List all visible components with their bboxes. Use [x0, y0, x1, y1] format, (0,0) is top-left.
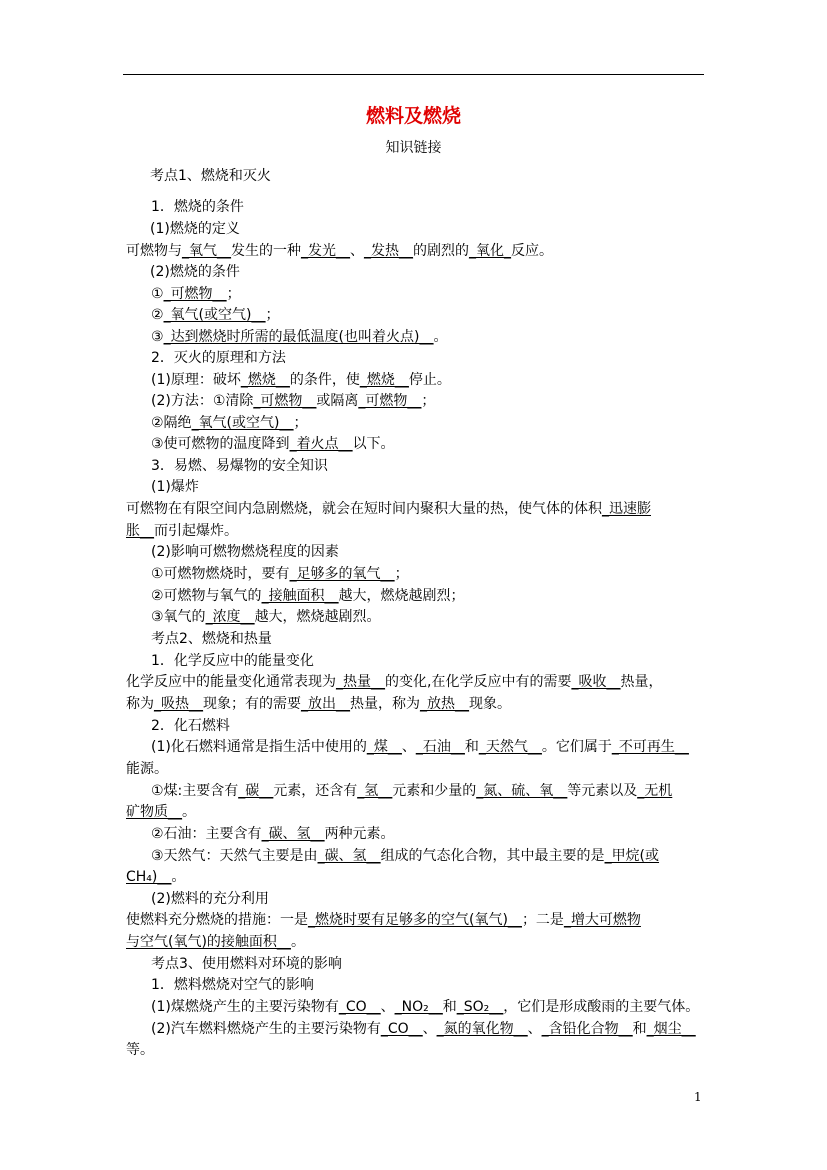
text-line: [151, 542, 339, 562]
text-line: [150, 166, 271, 186]
text-segment: 3．易燃、易爆物的安全知识: [151, 458, 328, 474]
text-segment: 停止。: [408, 372, 451, 388]
text-line: [151, 716, 230, 736]
text-segment: ①可燃物燃烧时，要有: [151, 566, 290, 582]
text-line: [151, 305, 280, 325]
text-segment: 使燃料充分燃烧的措施：一是: [126, 912, 308, 928]
answer-blank: _浓度__: [205, 609, 255, 625]
text-segment: 反应。: [511, 243, 553, 259]
text-segment: 热量，称为: [350, 696, 420, 712]
text-segment: (1)原理：破坏: [151, 372, 241, 388]
text-segment: 称为: [126, 696, 154, 712]
text-segment: 等元素以及: [567, 783, 638, 799]
text-segment: 1．燃烧的条件: [151, 199, 244, 215]
answer-blank: _碳、氢__: [317, 848, 381, 864]
text-line: [151, 651, 314, 671]
text-segment: ③天然气：天然气主要是由: [151, 848, 318, 864]
answer-blank: _含铅化合物__: [541, 1021, 633, 1037]
answer-blank: _发光__: [301, 243, 350, 259]
text-segment: ①煤:主要含有: [151, 783, 239, 799]
text-segment: 、: [350, 243, 364, 259]
text-segment: (2)燃料的充分利用: [151, 891, 269, 907]
text-line: [126, 1040, 154, 1060]
text-line: [126, 241, 553, 261]
answer-blank: 与空气(氧气)的接触面积__: [126, 934, 291, 950]
text-segment: 元素和少量的: [392, 783, 477, 799]
text-segment: 越大，燃烧越剧烈；: [338, 588, 465, 604]
text-segment: 考点3、使用燃料对环境的影响: [151, 956, 342, 972]
answer-blank: CH₄)__: [126, 869, 172, 885]
answer-blank: _碳、氢__: [261, 826, 325, 842]
text-segment: 、: [380, 999, 395, 1015]
answer-blank: _无机: [637, 783, 673, 799]
answer-blank: _SO₂__: [456, 999, 504, 1015]
text-line: [151, 954, 342, 974]
text-segment: (1)煤燃烧产生的主要污染物有: [151, 999, 339, 1015]
answer-blank: _吸收__: [571, 674, 621, 690]
answer-blank: _氮、硫、氧__: [476, 783, 568, 799]
answer-blank: _发热__: [364, 243, 413, 259]
text-segment: 元素，还含有: [273, 783, 358, 799]
text-segment: (2)影响可燃物燃烧程度的因素: [151, 544, 339, 560]
answer-blank: _碳__: [238, 783, 274, 799]
answer-blank: _可燃物__: [358, 393, 422, 409]
text-line: [151, 434, 395, 454]
text-line: [126, 694, 511, 714]
header-rule: [123, 74, 704, 75]
text-segment: 可燃物与: [126, 243, 182, 259]
answer-blank: _煤__: [366, 739, 402, 755]
answer-blank: 矿物质__: [126, 804, 182, 820]
text-line: [151, 477, 199, 497]
text-segment: 、: [422, 1021, 437, 1037]
text-segment: 考点2、燃烧和热量: [151, 631, 272, 647]
text-line: [126, 672, 662, 692]
text-segment: (2)方法：①清除: [151, 393, 254, 409]
text-segment: ；: [293, 415, 308, 431]
text-segment: 2．灭火的原理和方法: [151, 350, 286, 366]
page-subtitle: 知识链接: [385, 140, 442, 156]
text-segment: 的剧烈的: [413, 243, 469, 259]
answer-blank: _氧气__: [182, 243, 231, 259]
text-line: [126, 932, 305, 952]
answer-blank: _CO__: [338, 999, 381, 1015]
answer-blank: _增大可燃物: [563, 912, 641, 928]
text-line: [151, 456, 328, 476]
text-segment: 组成的气态化合物，其中最主要的是: [380, 848, 605, 864]
answer-blank: _石油__: [415, 739, 465, 755]
text-segment: 可燃物在有限空间内急剧燃烧，就会在短时间内聚积大量的热，使气体的体积: [126, 501, 602, 517]
text-segment: 考点1、燃烧和灭火: [150, 168, 271, 184]
text-segment: ；: [265, 307, 280, 323]
text-line: [151, 781, 672, 801]
text-segment: 2．化石燃料: [151, 718, 230, 734]
text-segment: ；二是: [521, 912, 564, 928]
page-number: 1: [694, 1090, 702, 1104]
text-line: [150, 219, 240, 239]
text-line: [150, 262, 240, 282]
answer-blank: _可燃物__: [163, 286, 227, 302]
answer-blank: _氧气(或空气)__: [191, 415, 294, 431]
text-segment: 能源。: [126, 761, 168, 777]
text-line: [126, 867, 185, 887]
text-segment: ③使可燃物的温度降到: [151, 436, 290, 452]
answer-blank: _氧气(或空气)__: [163, 307, 266, 323]
answer-blank: _燃烧__: [240, 372, 290, 388]
text-line: [151, 737, 689, 757]
answer-blank: _热量__: [336, 674, 385, 690]
answer-blank: _迅速膨: [602, 501, 651, 517]
text-segment: (1)爆炸: [151, 479, 199, 495]
text-line: [126, 521, 238, 541]
answer-blank: _燃烧时要有足够多的空气(氧气)__: [308, 912, 522, 928]
text-line: [151, 348, 286, 368]
text-segment: (1)燃烧的定义: [150, 221, 240, 237]
text-segment: 。: [182, 804, 196, 820]
text-segment: 热量，: [620, 674, 663, 690]
text-line: [126, 759, 168, 779]
text-line: [151, 586, 465, 606]
text-segment: 、: [401, 739, 416, 755]
text-segment: 现象；有的需要: [203, 696, 301, 712]
text-segment: 发生的一种: [231, 243, 301, 259]
text-segment: ②: [151, 307, 164, 323]
text-segment: 1．燃料燃烧对空气的影响: [151, 977, 314, 993]
page-title: 燃料及燃烧: [365, 105, 461, 127]
answer-blank: _着火点__: [289, 436, 353, 452]
text-line: [151, 607, 381, 627]
text-segment: ；: [226, 286, 241, 302]
answer-blank: _足够多的氧气__: [289, 566, 395, 582]
text-line: [126, 499, 651, 519]
answer-blank: _不可再生__: [611, 739, 689, 755]
answer-blank: _氧化_: [469, 243, 511, 259]
text-line: [151, 846, 659, 866]
text-line: [151, 997, 699, 1017]
text-line: [151, 284, 241, 304]
text-line: [151, 391, 435, 411]
text-segment: 。: [290, 934, 305, 950]
text-segment: 化学反应中的能量变化通常表现为: [126, 674, 336, 690]
text-segment: 而引起爆炸。: [154, 523, 238, 539]
text-line: [151, 197, 244, 217]
answer-blank: _放出__: [301, 696, 350, 712]
text-segment: ②可燃物与氧气的: [151, 588, 262, 604]
text-segment: (1)化石燃料通常是指生活中使用的: [151, 739, 367, 755]
text-segment: 以下。: [352, 436, 395, 452]
answer-blank: 胀__: [126, 523, 154, 539]
text-segment: 和: [442, 999, 457, 1015]
text-line: [151, 889, 269, 909]
answer-blank: _NO₂__: [394, 999, 443, 1015]
answer-blank: _烟尘__: [646, 1021, 696, 1037]
text-line: [151, 327, 448, 347]
answer-blank: _CO__: [380, 1021, 423, 1037]
text-segment: 和: [632, 1021, 647, 1037]
text-line: [126, 802, 196, 822]
text-segment: 等。: [126, 1042, 154, 1058]
answer-blank: _氮的氧化物__: [436, 1021, 528, 1037]
answer-blank: _燃烧__: [359, 372, 409, 388]
answer-blank: _放热__: [420, 696, 469, 712]
text-segment: ①: [151, 286, 164, 302]
answer-blank: _甲烷(或: [604, 848, 660, 864]
text-segment: ；: [421, 393, 436, 409]
text-line: [126, 910, 641, 930]
text-segment: ②隔绝: [151, 415, 192, 431]
text-line: [151, 1019, 696, 1039]
text-line: [151, 370, 451, 390]
answer-blank: _可燃物__: [253, 393, 317, 409]
answer-blank: _达到燃烧时所需的最低温度(也叫着火点)__: [163, 329, 434, 345]
text-line: [151, 564, 409, 584]
text-line: [151, 975, 314, 995]
text-segment: 1．化学反应中的能量变化: [151, 653, 314, 669]
text-segment: 的变化,在化学反应中有的需要: [385, 674, 572, 690]
text-segment: 现象。: [469, 696, 511, 712]
text-segment: 、: [527, 1021, 542, 1037]
text-line: [151, 413, 308, 433]
text-segment: (2)燃烧的条件: [150, 264, 240, 280]
text-line: [151, 824, 395, 844]
text-segment: ，它们是形成酸雨的主要气体。: [503, 999, 700, 1015]
answer-blank: _氢__: [357, 783, 393, 799]
text-segment: ③氧气的: [151, 609, 206, 625]
text-segment: (2)汽车燃料燃烧产生的主要污染物有: [151, 1021, 381, 1037]
text-segment: 或隔离: [316, 393, 359, 409]
text-segment: 的条件，使: [289, 372, 360, 388]
text-segment: 。: [433, 329, 448, 345]
answer-blank: _吸热__: [154, 696, 203, 712]
text-segment: 两种元素。: [324, 826, 395, 842]
text-segment: 。: [171, 869, 186, 885]
text-segment: 。它们属于: [541, 739, 612, 755]
text-segment: ②石油：主要含有: [151, 826, 262, 842]
answer-blank: _接触面积__: [261, 588, 339, 604]
text-segment: 和: [464, 739, 479, 755]
answer-blank: _天然气__: [478, 739, 542, 755]
text-segment: ③: [151, 329, 164, 345]
text-line: [151, 629, 272, 649]
text-segment: ；: [394, 566, 409, 582]
text-segment: 越大，燃烧越剧烈。: [254, 609, 381, 625]
